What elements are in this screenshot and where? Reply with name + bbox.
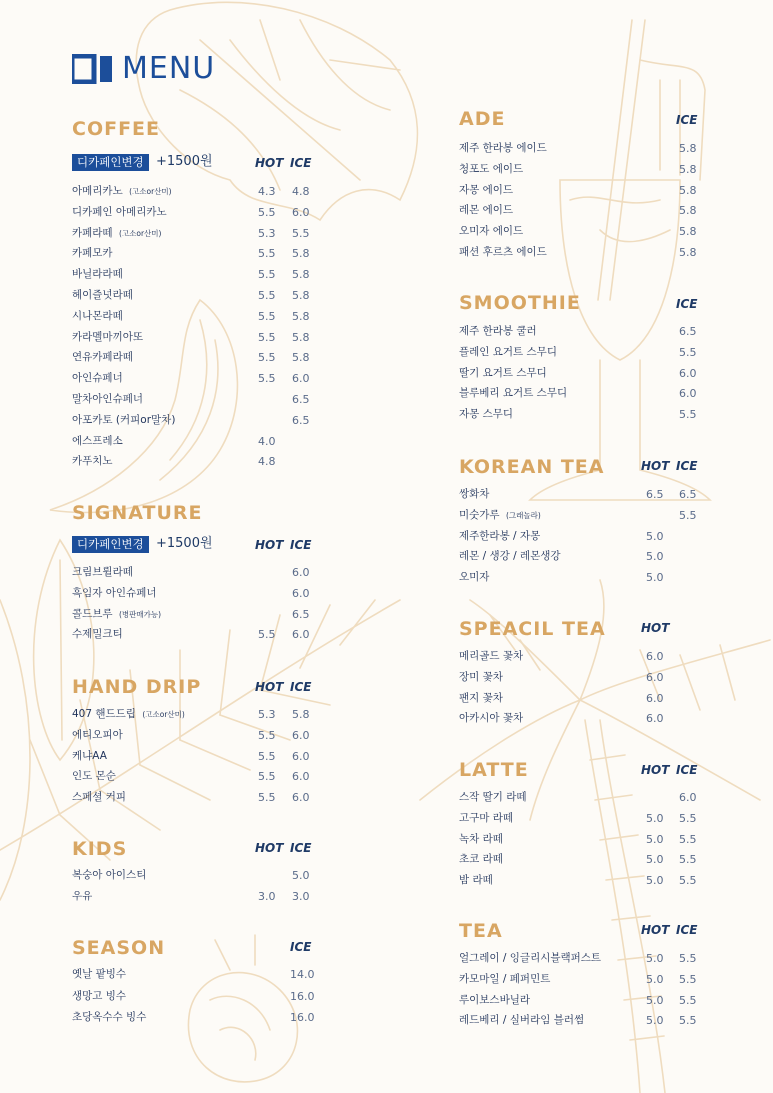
hand-drip-hot-price: 5.3 [258, 708, 276, 721]
special-tea-item-name: 팬지 꽃차 [459, 692, 503, 704]
coffee-ice-price: 5.8 [292, 331, 310, 344]
coffee-hot-price: 5.3 [258, 227, 276, 240]
hot-column-header: HOT [255, 156, 284, 170]
coffee-ice-price: 5.8 [292, 310, 310, 323]
coffee-ice-price: 6.0 [292, 206, 310, 219]
latte-ice-price: 5.5 [679, 874, 697, 887]
coffee-ice-price: 5.5 [292, 227, 310, 240]
special-tea-hot-price: 6.0 [646, 671, 664, 684]
latte-item-name: 고구마 라떼 [459, 812, 514, 824]
ade-item-name: 패션 후르츠 에이드 [459, 246, 547, 258]
signature-item-name: 크림브륄라떼 [72, 566, 133, 578]
korean-tea-item-name: 미숫가루 (그래놀라) [459, 509, 541, 521]
smoothie-item-name: 딸기 요거트 스무디 [459, 367, 547, 379]
korean-tea-hot-price: 6.5 [646, 488, 664, 501]
hand-drip-item-name: 에티오피아 [72, 729, 123, 741]
smoothie-item-name: 제주 한라봉 쿨러 [459, 325, 537, 337]
special-tea-section-title: SPEACIL TEA [459, 618, 606, 640]
special-tea-hot-price: 6.0 [646, 692, 664, 705]
hot-column-header: HOT [255, 680, 284, 694]
coffee-hot-price: 5.5 [258, 206, 276, 219]
hand-drip-hot-price: 5.5 [258, 791, 276, 804]
palm-frond-sketch [0, 600, 400, 900]
tea-hot-price: 5.0 [646, 994, 664, 1007]
hand-drip-item-name: 인도 몬순 [72, 770, 116, 782]
signature-item-name: 흑임자 아인슈페너 [72, 587, 157, 599]
signature-item-name: 수제밀크티 [72, 628, 123, 640]
signature-section-title: SIGNATURE [72, 502, 203, 524]
coffee-ice-price: 4.8 [292, 185, 310, 198]
item-note: (고소or산미) [116, 229, 162, 238]
tea-hot-price: 5.0 [646, 952, 664, 965]
coffee-ice-price: 5.8 [292, 289, 310, 302]
coffee-hot-price: 5.5 [258, 268, 276, 281]
hot-column-header: HOT [641, 621, 670, 635]
ade-ice-price: 5.8 [679, 204, 697, 217]
korean-tea-hot-price: 5.0 [646, 571, 664, 584]
tea-item-name: 카모마일 / 페퍼민트 [459, 973, 551, 985]
hand-drip-hot-price: 5.5 [258, 750, 276, 763]
coffee-ice-price: 5.8 [292, 351, 310, 364]
coffee-hot-price: 4.0 [258, 435, 276, 448]
signature-ice-price: 6.5 [292, 608, 310, 621]
signature-hot-price: 5.5 [258, 628, 276, 641]
coffee-item-name: 카푸치노 [72, 455, 113, 467]
ice-column-header: ICE [290, 538, 312, 552]
smoothie-ice-price: 6.0 [679, 367, 697, 380]
coffee-hot-price: 5.5 [258, 289, 276, 302]
korean-tea-ice-price: 5.5 [679, 509, 697, 522]
season-ice-price: 16.0 [290, 1011, 315, 1024]
korean-tea-item-name: 제주한라봉 / 자몽 [459, 530, 541, 542]
signature-ice-price: 6.0 [292, 587, 310, 600]
coffee-hot-price: 5.5 [258, 247, 276, 260]
korean-tea-item-name: 레몬 / 생강 / 레몬생강 [459, 550, 561, 562]
coffee-hot-price: 4.8 [258, 455, 276, 468]
hand-drip-ice-price: 6.0 [292, 791, 310, 804]
korean-tea-hot-price: 5.0 [646, 550, 664, 563]
ade-item-name: 자몽 에이드 [459, 184, 514, 196]
coffee-ice-price: 5.8 [292, 268, 310, 281]
item-note: (그래놀라) [503, 511, 541, 520]
ice-column-header: ICE [676, 923, 698, 937]
smoothie-ice-price: 6.5 [679, 325, 697, 338]
coffee-item-name: 아메리카노 (고소or산미) [72, 185, 172, 197]
special-tea-hot-price: 6.0 [646, 650, 664, 663]
special-tea-item-name: 장미 꽃차 [459, 671, 503, 683]
season-section-title: SEASON [72, 937, 166, 959]
latte-ice-price: 5.5 [679, 812, 697, 825]
smoothie-ice-price: 6.0 [679, 387, 697, 400]
coffee-item-name: 바닐라라떼 [72, 268, 123, 280]
hot-column-header: HOT [255, 841, 284, 855]
korean-tea-section-title: KOREAN TEA [459, 456, 605, 478]
ade-ice-price: 5.8 [679, 163, 697, 176]
korean-tea-ice-price: 6.5 [679, 488, 697, 501]
coffee-item-name: 헤이즐넛라떼 [72, 289, 133, 301]
hot-column-header: HOT [641, 923, 670, 937]
coffee-item-name: 아포카토 (커피or말차) [72, 414, 176, 426]
ice-column-header: ICE [676, 763, 698, 777]
hand-drip-ice-price: 6.0 [292, 770, 310, 783]
season-item-name: 옛날 팥빙수 [72, 968, 127, 980]
coffee-ice-price: 6.0 [292, 372, 310, 385]
hand-drip-section-title: HAND DRIP [72, 676, 202, 698]
hot-column-header: HOT [641, 763, 670, 777]
special-tea-hot-price: 6.0 [646, 712, 664, 725]
ice-column-header: ICE [676, 297, 698, 311]
special-tea-item-name: 메리골드 꽃차 [459, 650, 524, 662]
latte-hot-price: 5.0 [646, 812, 664, 825]
latte-item-name: 스작 딸기 라떼 [459, 791, 527, 803]
signature-ice-price: 6.0 [292, 566, 310, 579]
hand-drip-hot-price: 5.5 [258, 729, 276, 742]
latte-ice-price: 6.0 [679, 791, 697, 804]
latte-hot-price: 5.0 [646, 833, 664, 846]
ade-item-name: 청포도 에이드 [459, 163, 524, 175]
korean-tea-item-name: 오미자 [459, 571, 490, 583]
decaf-price: +1500원 [156, 536, 213, 551]
smoothie-ice-price: 5.5 [679, 408, 697, 421]
latte-item-name: 초코 라떼 [459, 853, 503, 865]
kids-item-name: 우유 [72, 890, 93, 902]
coffee-item-name: 카라멜마끼아또 [72, 331, 144, 343]
signature-item-name: 콜드브루 (병판매가능) [72, 608, 162, 620]
page-title: MENU [122, 51, 216, 86]
latte-item-name: 밤 라떼 [459, 874, 493, 886]
coffee-hot-price: 5.5 [258, 310, 276, 323]
coffee-hot-price: 5.5 [258, 351, 276, 364]
kids-ice-price: 5.0 [292, 869, 310, 882]
latte-item-name: 녹차 라떼 [459, 833, 503, 845]
tea-section-title: TEA [459, 920, 503, 942]
item-note: (고소or산미) [126, 187, 172, 196]
kids-ice-price: 3.0 [292, 890, 310, 903]
hot-column-header: HOT [255, 538, 284, 552]
decaf-badge: 디카페인변경 [72, 154, 149, 171]
tea-ice-price: 5.5 [679, 1014, 697, 1027]
coffee-hot-price: 5.5 [258, 372, 276, 385]
coffee-hot-price: 5.5 [258, 331, 276, 344]
tea-item-name: 얼그레이 / 잉글리시블랙퍼스트 [459, 952, 602, 964]
ade-ice-price: 5.8 [679, 184, 697, 197]
coffee-item-name: 디카페인 아메리카노 [72, 206, 167, 218]
coffee-ice-price: 5.8 [292, 247, 310, 260]
coffee-item-name: 연유카페라떼 [72, 351, 133, 363]
kids-section-title: KIDS [72, 838, 128, 860]
season-ice-price: 14.0 [290, 968, 315, 981]
shell-sketch [188, 935, 297, 1082]
tea-hot-price: 5.0 [646, 1014, 664, 1027]
coffee-hot-price: 4.3 [258, 185, 276, 198]
season-item-name: 생망고 빙수 [72, 990, 127, 1002]
latte-ice-price: 5.5 [679, 833, 697, 846]
ice-column-header: ICE [676, 459, 698, 473]
latte-section-title: LATTE [459, 759, 529, 781]
smoothie-section-title: SMOOTHIE [459, 292, 581, 314]
tea-ice-price: 5.5 [679, 973, 697, 986]
signature-ice-price: 6.0 [292, 628, 310, 641]
special-tea-item-name: 아카시아 꽃차 [459, 712, 524, 724]
ice-column-header: ICE [290, 841, 312, 855]
coffee-item-name: 카페라떼 (고소or산미) [72, 227, 162, 239]
coffee-item-name: 시나몬라떼 [72, 310, 123, 322]
latte-hot-price: 5.0 [646, 874, 664, 887]
tea-item-name: 레드베리 / 실버라임 블러썸 [459, 1014, 585, 1026]
decaf-badge: 디카페인변경 [72, 536, 149, 553]
smoothie-item-name: 블루베리 요거트 스무디 [459, 387, 568, 399]
season-item-name: 초당옥수수 빙수 [72, 1011, 147, 1023]
coffee-item-name: 말차아인슈페너 [72, 393, 144, 405]
ade-section-title: ADE [459, 108, 506, 130]
hand-drip-item-name: 케냐AA [72, 750, 107, 762]
tea-ice-price: 5.5 [679, 952, 697, 965]
coffee-section-title: COFFEE [72, 118, 161, 140]
season-ice-price: 16.0 [290, 990, 315, 1003]
korean-tea-hot-price: 5.0 [646, 530, 664, 543]
hand-drip-ice-price: 5.8 [292, 708, 310, 721]
smoothie-ice-price: 5.5 [679, 346, 697, 359]
coffee-item-name: 에스프레소 [72, 435, 123, 447]
decaf-price: +1500원 [156, 154, 213, 169]
ice-column-header: ICE [290, 156, 312, 170]
smoothie-item-name: 자몽 스무디 [459, 408, 514, 420]
coffee-item-name: 아인슈페너 [72, 372, 123, 384]
ade-ice-price: 5.8 [679, 225, 697, 238]
latte-ice-price: 5.5 [679, 853, 697, 866]
ade-item-name: 제주 한라봉 에이드 [459, 142, 547, 154]
ade-ice-price: 5.8 [679, 142, 697, 155]
monstera-leaf-sketch [136, 2, 417, 220]
logo-icon [72, 54, 112, 84]
item-note: (고소or산미) [139, 710, 185, 719]
hand-drip-ice-price: 6.0 [292, 750, 310, 763]
hand-drip-item-name: 스페셜 커피 [72, 791, 127, 803]
ade-item-name: 오미자 에이드 [459, 225, 524, 237]
coffee-item-name: 카페모카 [72, 247, 113, 259]
kids-item-name: 복숭아 아이스티 [72, 869, 147, 881]
hot-column-header: HOT [641, 459, 670, 473]
smoothie-item-name: 플레인 요거트 스무디 [459, 346, 557, 358]
tea-hot-price: 5.0 [646, 973, 664, 986]
tea-ice-price: 5.5 [679, 994, 697, 1007]
ade-item-name: 레몬 에이드 [459, 204, 514, 216]
ice-column-header: ICE [290, 680, 312, 694]
kids-hot-price: 3.0 [258, 890, 276, 903]
ade-ice-price: 5.8 [679, 246, 697, 259]
ice-column-header: ICE [290, 940, 312, 954]
tea-item-name: 루이보스바닐라 [459, 994, 531, 1006]
item-note: (병판매가능) [116, 610, 162, 619]
cocktail-glass-sketch [530, 20, 710, 500]
coffee-ice-price: 6.5 [292, 414, 310, 427]
coffee-ice-price: 6.5 [292, 393, 310, 406]
latte-hot-price: 5.0 [646, 853, 664, 866]
korean-tea-item-name: 쌍화차 [459, 488, 490, 500]
hand-drip-item-name: 407 핸드드립 (고소or산미) [72, 708, 185, 720]
hand-drip-ice-price: 6.0 [292, 729, 310, 742]
hand-drip-hot-price: 5.5 [258, 770, 276, 783]
ice-column-header: ICE [676, 113, 698, 127]
